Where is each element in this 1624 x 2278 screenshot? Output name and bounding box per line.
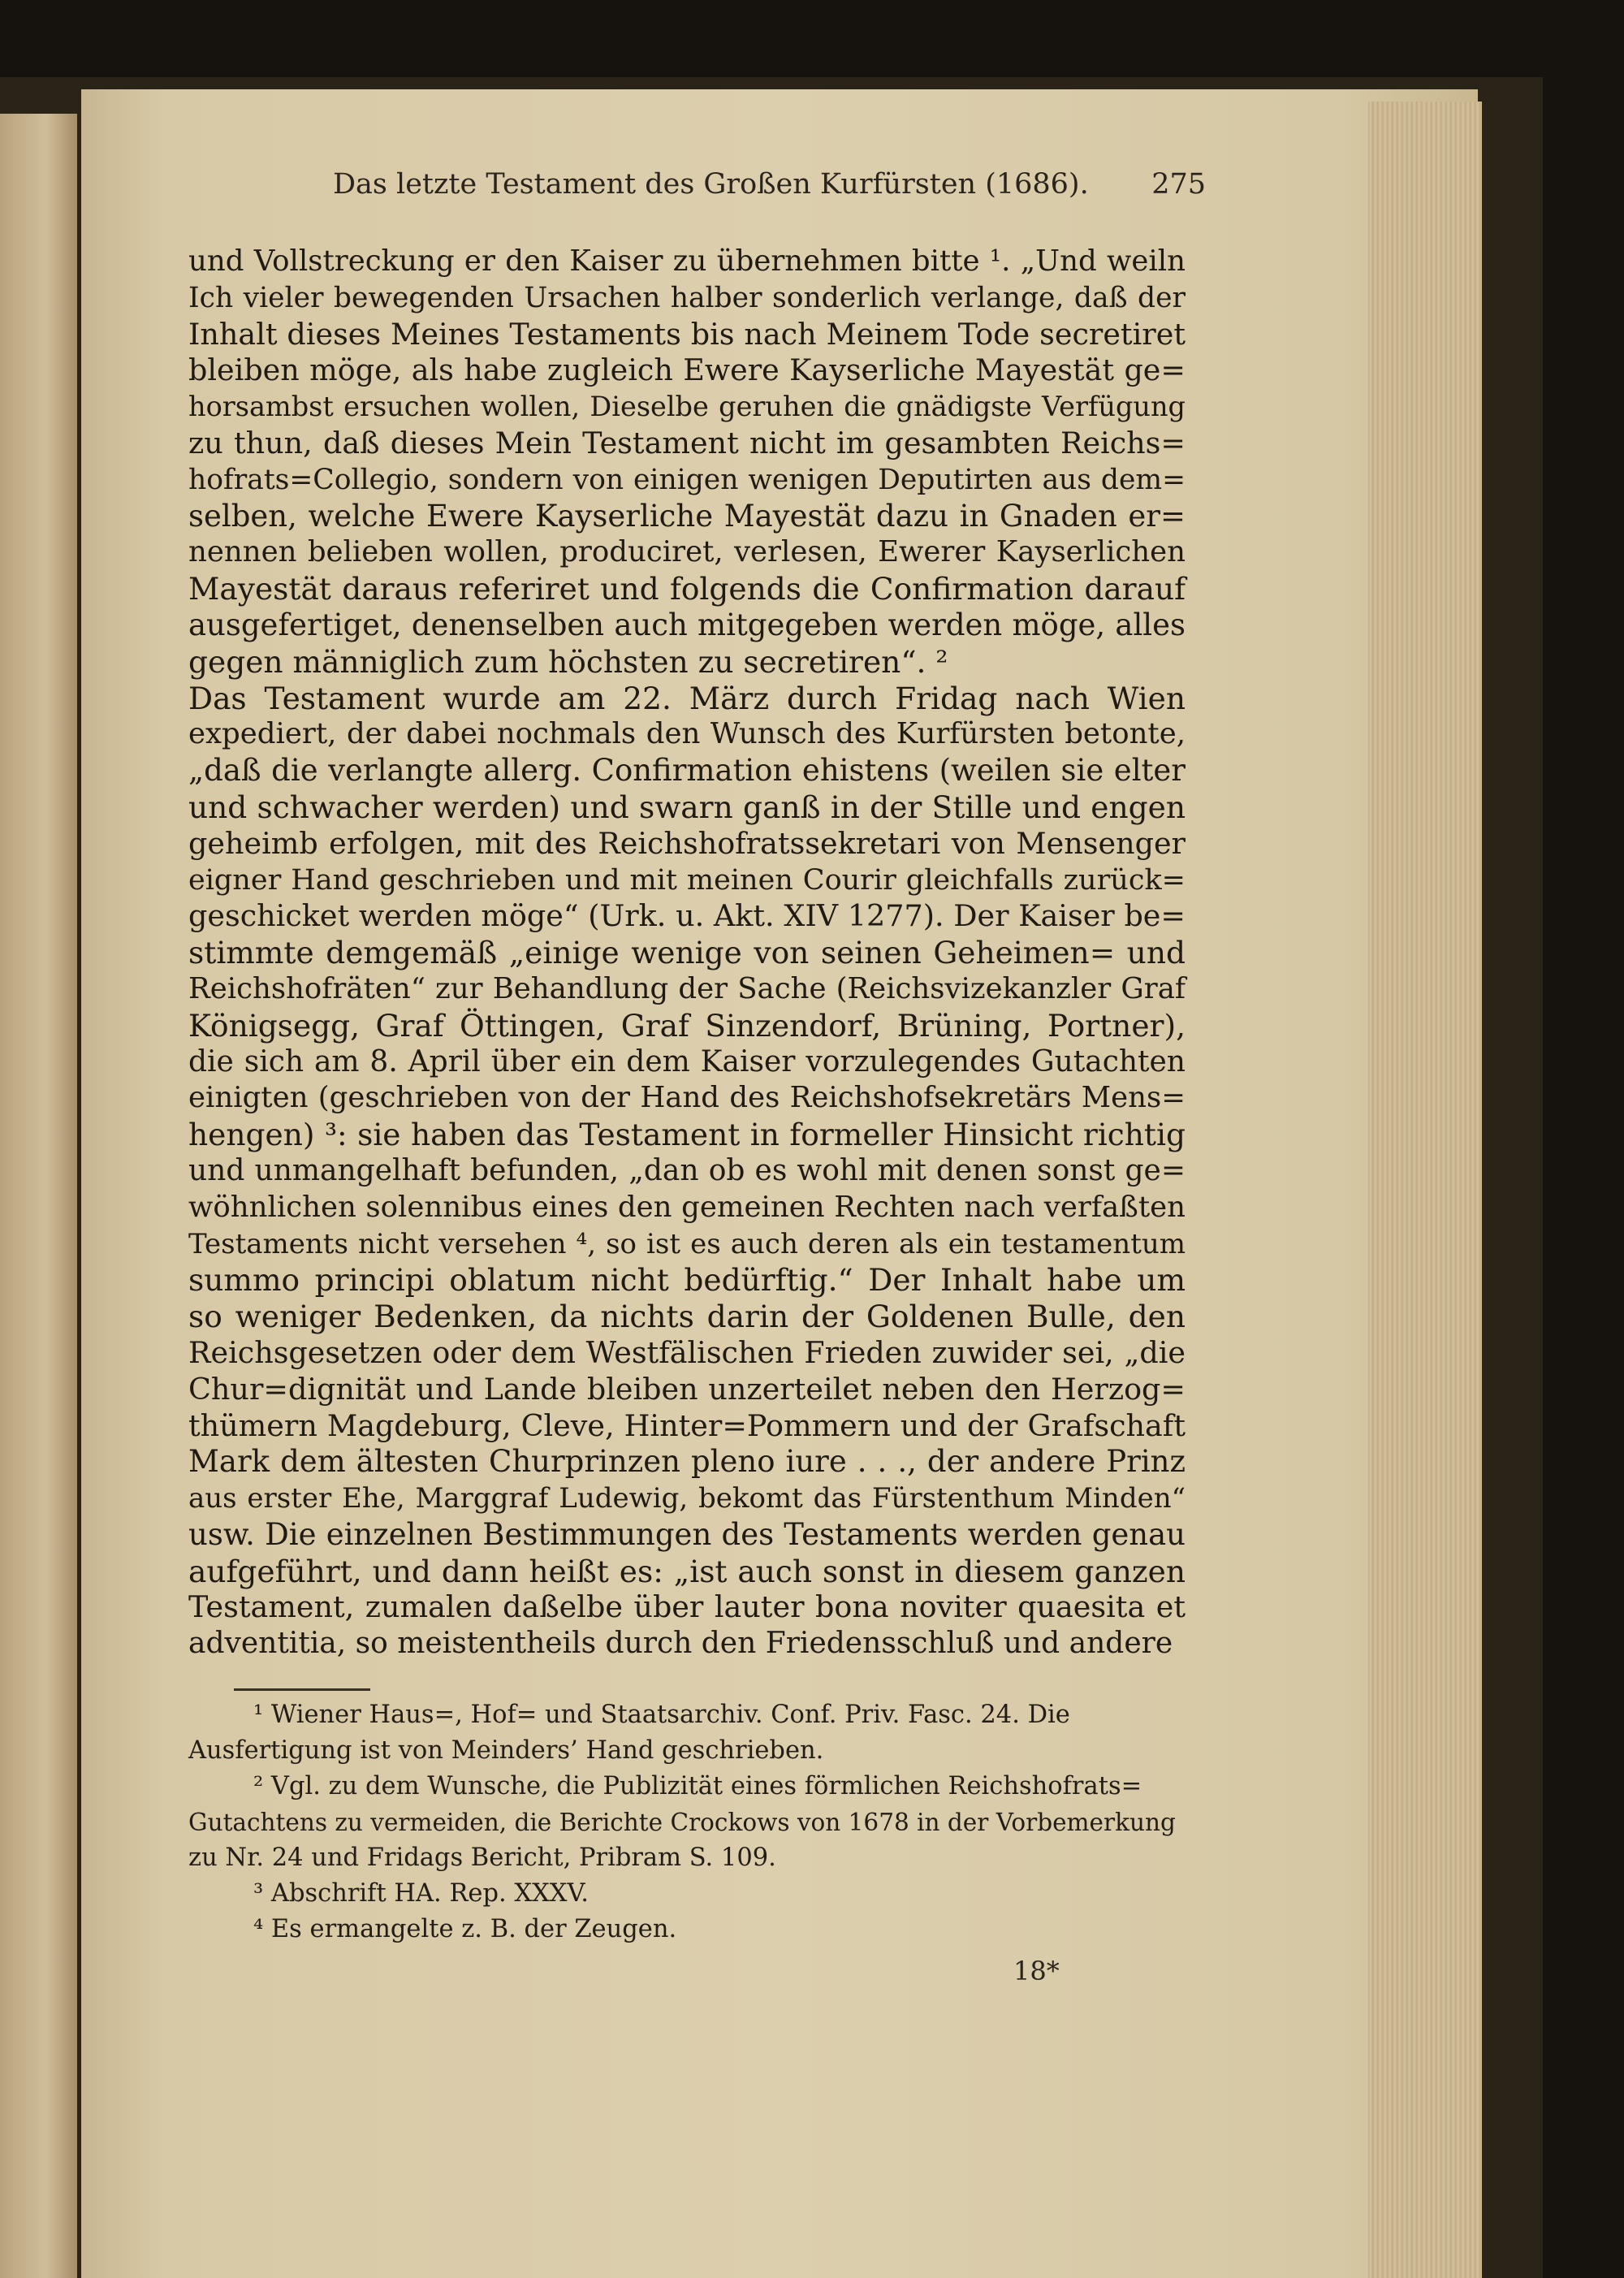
footnote-line: zu Nr. 24 und Fridags Bericht, Pribram S. 109. bbox=[188, 1844, 776, 1872]
footnotes bbox=[188, 1697, 1186, 1947]
text-line: gegen männiglich zum höchsten zu secretiren“. ² bbox=[188, 643, 948, 680]
left-page-edge bbox=[0, 114, 77, 2278]
footnote-divider bbox=[234, 1688, 370, 1691]
text-line: thümern Magdeburg, Cleve, Hinter=Pommern und der Grafschaft bbox=[188, 1407, 1186, 1443]
text-line: und unmangelhaft befunden, „dan ob es wohl mit denen sonst ge= bbox=[188, 1153, 1186, 1187]
text-line: Testament, zumalen daßelbe über lauter bona noviter quaesita et bbox=[188, 1589, 1186, 1625]
signature-mark: 18* bbox=[1013, 1956, 1060, 1986]
text-line: und schwacher werden) und swarn ganß in der Stille und engen bbox=[188, 789, 1186, 825]
text-line: die sich am 8. April über ein dem Kaiser vorzulegendes Gutachten bbox=[188, 1044, 1186, 1078]
text-line: ausgefertiget, denenselben auch mitgegeben werden möge, alles bbox=[188, 607, 1186, 642]
text-line: summo principi oblatum nicht bedürftig.“ Der Inhalt habe um bbox=[188, 1262, 1186, 1299]
footnote-line: ¹ Wiener Haus=, Hof= und Staatsarchiv. Conf. Priv. Fasc. 24. Die bbox=[253, 1701, 1070, 1729]
text-line: aufgeführt, und dann heißt es: „ist auch sonst in diesem ganzen bbox=[188, 1553, 1186, 1589]
text-line: wöhnlichen solennibus eines den gemeinen Rechten nach verfaßten bbox=[188, 1190, 1186, 1224]
page-number: 275 bbox=[1151, 168, 1206, 201]
text-line: eigner Hand geschrieben und mit meinen Courir gleichfalls zurück= bbox=[188, 863, 1186, 897]
footnote-line: ² Vgl. zu dem Wunsche, die Publizität eines förmlichen Reichshofrats= bbox=[253, 1772, 1142, 1800]
text-line: usw. Die einzelnen Bestimmungen des Testaments werden genau bbox=[188, 1516, 1186, 1552]
text-line: zu thun, daß dieses Mein Testament nicht im gesambten Reichs= bbox=[188, 425, 1186, 460]
footnote-line: Gutachtens zu vermeiden, die Berichte Crockows von 1678 in der Vorbemerkung bbox=[188, 1809, 1176, 1836]
text-line: Mayestät daraus referiret und folgends die Confirmation darauf bbox=[188, 571, 1186, 607]
text-line: Chur=dignität und Lande bleiben unzerteilet neben den Herzog= bbox=[188, 1371, 1186, 1407]
text-line: und Vollstreckung er den Kaiser zu übernehmen bitte ¹. „Und weiln bbox=[188, 244, 1186, 278]
text-line: selben, welche Ewere Kayserliche Mayestät dazu in Gnaden er= bbox=[188, 498, 1186, 534]
footnote-line: ³ Abschrift HA. Rep. XXXV. bbox=[253, 1879, 589, 1908]
text-line: Testaments nicht versehen ⁴, so ist es auch deren als ein testamentum bbox=[188, 1227, 1186, 1260]
text-line: aus erster Ehe, Marggraf Ludewig, bekomt das Fürstenthum Minden“ bbox=[188, 1482, 1186, 1515]
text-line: stimmte demgemäß „einige wenige von seinen Geheimen= und bbox=[188, 935, 1186, 971]
text-line: horsambst ersuchen wollen, Dieselbe geruhen die gnädigste Verfügung bbox=[188, 391, 1186, 423]
text-line: expediert, der dabei nochmals den Wunsch des Kurfürsten betonte, bbox=[188, 717, 1186, 751]
text-line: Reichshofräten“ zur Behandlung der Sache (Reichsvizekanzler Graf bbox=[188, 971, 1186, 1005]
text-line: hengen) ³: sie haben das Testament in formeller Hinsicht richtig bbox=[188, 1117, 1186, 1153]
text-line: Mark dem ältesten Churprinzen pleno iure . . ., der andere Prinz bbox=[188, 1444, 1186, 1480]
text-line: nennen belieben wollen, produciret, verlesen, Ewerer Kayserlichen bbox=[188, 535, 1186, 569]
text-line: Königsegg, Graf Öttingen, Graf Sinzendorf, Brüning, Portner), bbox=[188, 1007, 1186, 1044]
page-stack-edges bbox=[1368, 102, 1482, 2278]
text-line: hofrats=Collegio, sondern von einigen wenigen Deputirten aus dem= bbox=[188, 463, 1186, 496]
text-line: Das Testament wurde am 22. März durch Fridag nach Wien bbox=[188, 680, 1186, 716]
text-line: einigten (geschrieben von der Hand des Reichshofsekretärs Mens= bbox=[188, 1081, 1186, 1115]
text-line: geschicket werden möge“ (Urk. u. Akt. XIV 1277). Der Kaiser be= bbox=[188, 898, 1186, 934]
text-line: Ich vieler bewegenden Ursachen halber sonderlich verlange, daß der bbox=[188, 281, 1186, 314]
text-line: Inhalt dieses Meines Testaments bis nach Meinem Tode secretiret bbox=[188, 316, 1186, 352]
running-title: Das letzte Testament des Großen Kurfürsten (1686). bbox=[333, 168, 1089, 201]
text-line: so weniger Bedenken, da nichts darin der Goldenen Bulle, den bbox=[188, 1299, 1186, 1335]
footnote-line: Ausfertigung ist von Meinders’ Hand geschrieben. bbox=[188, 1736, 824, 1765]
text-line: „daß die verlangte allerg. Confirmation ehistens (weilen sie elter bbox=[188, 753, 1186, 789]
footnote-line: ⁴ Es ermangelte z. B. der Zeugen. bbox=[253, 1915, 677, 1943]
text-line: adventitia, so meistentheils durch den Friedensschluß und andere bbox=[188, 1627, 1173, 1661]
text-line: bleiben möge, als habe zugleich Ewere Kayserliche Mayestät ge= bbox=[188, 352, 1186, 388]
text-line: geheimb erfolgen, mit des Reichshofratssekretari von Mensenger bbox=[188, 825, 1186, 861]
body-text bbox=[188, 244, 1186, 1662]
text-line: Reichsgesetzen oder dem Westfälischen Frieden zuwider sei, „die bbox=[188, 1334, 1186, 1370]
